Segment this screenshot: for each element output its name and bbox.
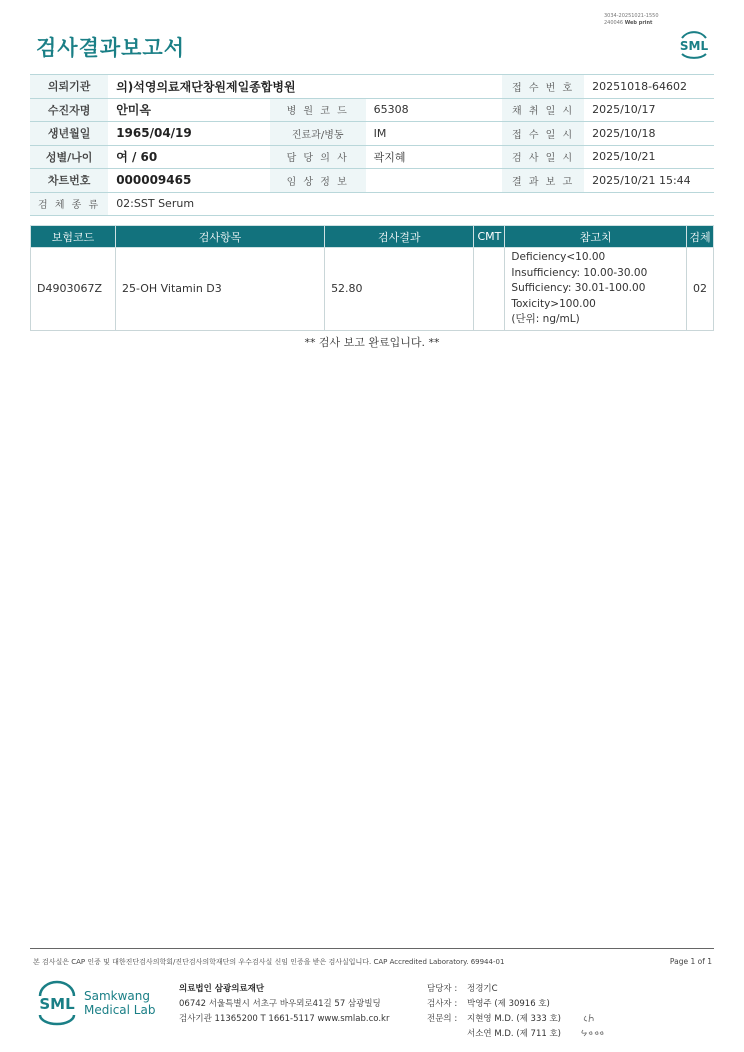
- request-org-value: 의)석영의료재단창원제일종합병원: [108, 75, 502, 99]
- staff-row: [427, 997, 561, 1012]
- dob-value: 1965/04/19: [108, 122, 270, 146]
- samkwang-logo-icon: [34, 978, 80, 1026]
- reference-range-cell: [505, 248, 687, 331]
- staff-name: 지현영 M.D. (제 333 호): [467, 1014, 562, 1024]
- staff-row: [427, 1027, 561, 1042]
- samkwang-logo-text: SML: [39, 995, 75, 1013]
- cmt-cell: [474, 248, 505, 331]
- page-title: 검사결과보고서: [36, 36, 186, 60]
- results-header-row: [31, 226, 714, 248]
- specimen-cell: 02: [686, 248, 713, 331]
- web-print-tag: Web print: [624, 20, 653, 26]
- info-row: [30, 145, 714, 169]
- reference-line: Deficiency<10.00: [511, 251, 606, 263]
- brand-name: [84, 989, 155, 1017]
- insurance-code-cell: D4903067Z: [31, 248, 116, 331]
- patient-name-label: 수진자명: [30, 98, 108, 122]
- print-code-number: 240046: [604, 20, 624, 26]
- test-date-value: 2025/10/21: [584, 145, 714, 169]
- col-header-insurance-code: 보험코드: [31, 226, 116, 248]
- chart-no-label: 차트번호: [30, 169, 108, 193]
- accreditation-note: 본 검사실은 CAP 인증 및 대한진단검사의학회/진단검사의학재단의 우수검사실 신임 인증을 받은 검사실입니다. CAP Accredited Laboratory. 69944-01: [33, 958, 505, 966]
- patient-name-value: 안미옥: [108, 98, 270, 122]
- hospital-code-value: 65308: [366, 98, 502, 122]
- col-header-result: 검사결과: [325, 226, 474, 248]
- receipt-date-label: 접 수 일 시: [502, 122, 584, 146]
- reference-line: Sufficiency: 30.01-100.00: [511, 282, 646, 294]
- test-item-cell: 25-OH Vitamin D3: [115, 248, 324, 331]
- staff-row: [427, 982, 561, 997]
- staff-name: 서소연 M.D. (제 711 호): [467, 1029, 562, 1039]
- dept-value: IM: [366, 122, 502, 146]
- col-header-test-item: 검사항목: [115, 226, 324, 248]
- col-header-cmt: CMT: [474, 226, 505, 248]
- report-complete-note: ** 검사 보고 완료입니다. **: [304, 336, 440, 349]
- staff-list: [427, 982, 561, 1042]
- receipt-no-label: 접 수 번 호: [502, 75, 584, 99]
- report-date-value: 2025/10/21 15:44: [584, 169, 714, 193]
- info-row: [30, 75, 714, 99]
- staff-role: 담당자 :: [427, 984, 458, 994]
- dept-label: 진료과/병동: [270, 122, 366, 146]
- col-header-reference: 참고치: [505, 226, 687, 248]
- brand-line2: Medical Lab: [84, 1003, 156, 1017]
- sml-logo-icon: [674, 26, 714, 62]
- receipt-date-value: 2025/10/18: [584, 122, 714, 146]
- staff-role: 검사자 :: [427, 999, 458, 1009]
- brand-line1: Samkwang: [84, 989, 150, 1003]
- print-code-line2: [604, 20, 659, 27]
- reference-line: Toxicity>100.00: [511, 297, 596, 310]
- reference-line: Insufficiency: 10.00-30.00: [511, 266, 648, 279]
- table-row: [31, 248, 714, 331]
- report-date-label: 결 과 보 고: [502, 169, 584, 193]
- organization-contact: 검사기관 11365200 T 1661-5117 www.smlab.co.kr: [179, 1014, 390, 1024]
- staff-row: [427, 1012, 561, 1027]
- info-row: [30, 169, 714, 193]
- signature-image: [578, 1008, 608, 1040]
- clinical-info-label: 임 상 정 보: [270, 169, 366, 193]
- test-date-label: 검 사 일 시: [502, 145, 584, 169]
- sml-logo-text: SML: [679, 39, 709, 53]
- sex-age-value: 여 / 60: [108, 145, 270, 169]
- dob-label: 생년월일: [30, 122, 108, 146]
- specimen-type-value: 02:SST Serum: [108, 192, 714, 216]
- organization-name: 의료법인 삼광의료재단: [179, 984, 265, 994]
- staff-role: [427, 1027, 467, 1042]
- request-org-label: 의뢰기관: [30, 75, 108, 99]
- organization-info: [179, 982, 389, 1027]
- collect-date-label: 채 취 일 시: [502, 98, 584, 122]
- staff-role: 전문의 :: [427, 1014, 458, 1024]
- doctor-value: 곽지혜: [366, 145, 502, 169]
- print-code-line1: 3034-20251021-1550: [604, 13, 659, 19]
- doctor-label: 담 당 의 사: [270, 145, 366, 169]
- staff-name: 박영주 (제 30916 호): [467, 999, 550, 1009]
- clinical-info-value: [366, 169, 502, 193]
- info-row: [30, 98, 714, 122]
- result-value-cell: 52.80: [325, 248, 474, 331]
- organization-address: 06742 서울특별시 서초구 바우뫼로41길 57 삼광빌딩: [179, 999, 381, 1009]
- collect-date-value: 2025/10/17: [584, 98, 714, 122]
- chart-no-value: 000009465: [108, 169, 270, 193]
- staff-name: 정경기C: [467, 984, 498, 994]
- col-header-specimen: 검체: [686, 226, 713, 248]
- footer-divider: [30, 948, 714, 949]
- reference-unit: (단위: ng/mL): [511, 313, 580, 325]
- info-row: [30, 122, 714, 146]
- results-table: [30, 225, 714, 331]
- receipt-no-value: 20251018-64602: [584, 75, 714, 99]
- hospital-code-label: 병 원 코 드: [270, 98, 366, 122]
- patient-info-table: [30, 74, 714, 216]
- specimen-type-label: 검 체 종 류: [30, 192, 108, 216]
- print-code: [604, 13, 659, 27]
- sex-age-label: 성별/나이: [30, 145, 108, 169]
- page-indicator: Page 1 of 1: [669, 957, 712, 966]
- info-row: [30, 192, 714, 216]
